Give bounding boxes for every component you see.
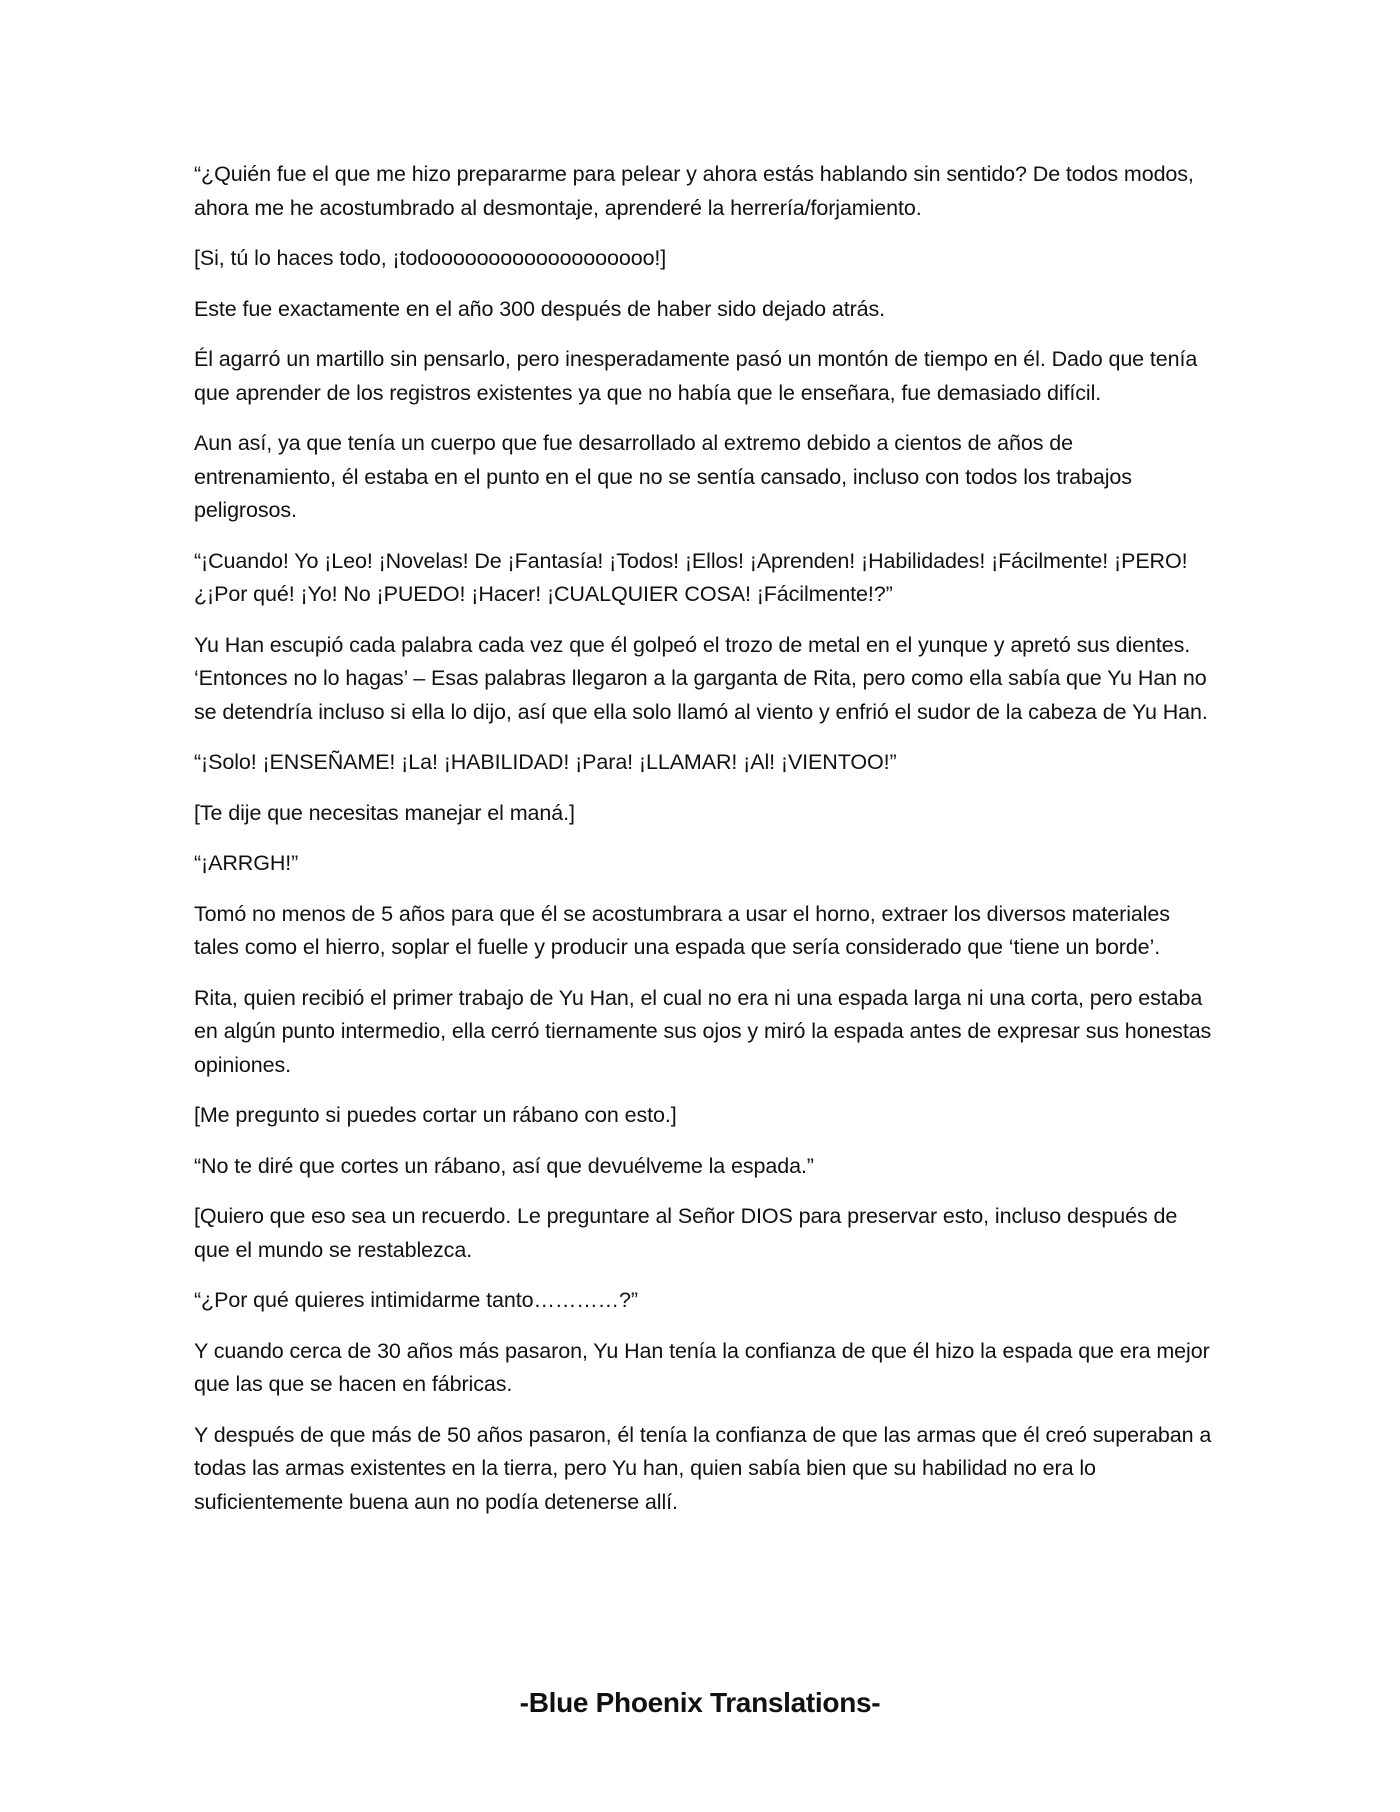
paragraph-17: Y cuando cerca de 30 años más pasaron, Yu Han tenía la confianza de que él hizo la espada que era mejor que las que se hacen en fábricas. [194, 1338, 1210, 1396]
paragraph-13: [Me pregunto si puedes cortar un rábano con esto.] [194, 1103, 677, 1127]
paragraph-3: Este fue exactamente en el año 300 después de haber sido dejado atrás. [194, 296, 886, 321]
paragraph-6: “¡Cuando! Yo ¡Leo! ¡Novelas! De ¡Fantasía! ¡Todos! ¡Ellos! ¡Aprenden! ¡Habilidades! ¡Fácilmente! ¡PERO! ¿¡Por qué! ¡Yo! No ¡PUEDO! ¡Hacer! ¡CUALQUIER COSA! ¡Fácilmente!?” [194, 548, 1188, 606]
paragraph-15: [Quiero que eso sea un recuerdo. Le preguntare al Señor DIOS para preservar esto, incluso después de que el mundo se restablezca. [194, 1204, 1178, 1262]
paragraph-16: “¿Por qué quieres intimidarme tanto…………?” [194, 1288, 638, 1312]
paragraph-12: Rita, quien recibió el primer trabajo de Yu Han, el cual no era ni una espada larga ni una corta, pero estaba en algún punto intermedio, ella cerró tiernamente sus ojos y miró la espada antes de expresar sus honestas opiniones. [194, 985, 1212, 1077]
paragraph-18: Y después de que más de 50 años pasaron, él tenía la confianza de que las armas que él creó superaban a todas las armas existentes en la tierra, pero Yu han, quien sabía bien que su habilidad no era lo suficientemente buena aun no podía detenerse allí. [194, 1422, 1212, 1514]
paragraph-1: “¿Quién fue el que me hizo prepararme para pelear y ahora estás hablando sin sentido? De todos modos, ahora me he acostumbrado al desmontaje, aprenderé la herrería/forjamiento. [194, 162, 1194, 220]
paragraph-9: [Te dije que necesitas manejar el maná.] [194, 800, 575, 825]
translator-credit: -Blue Phoenix Translations- [519, 1687, 881, 1718]
paragraph-8: “¡Solo! ¡ENSEÑAME! ¡La! ¡HABILIDAD! ¡Para! ¡LLAMAR! ¡Al! ¡VIENTOO!” [194, 750, 897, 774]
paragraph-14: “No te diré que cortes un rábano, así que devuélveme la espada.” [194, 1153, 814, 1178]
paragraph-5: Aun así, ya que tenía un cuerpo que fue desarrollado al extremo debido a cientos de años de entrenamiento, él estaba en el punto en el que no se sentía cansado, incluso con todos los trabajos peligrosos. [194, 431, 1132, 522]
paragraph-2: [Si, tú lo haces todo, ¡todooooooooooooooooooo!] [194, 246, 667, 270]
paragraph-7: Yu Han escupió cada palabra cada vez que él golpeó el trozo de metal en el yunque y apretó sus dientes. ‘Entonces no lo hagas’ – Esas palabras llegaron a la garganta de Rita, pero como ella sabía que Yu Han no se detendría incluso si ella lo dijo, así que ella solo llamó al viento y enfrió el sudor de la cabeza de Yu Han. [194, 632, 1208, 724]
paragraph-10: “¡ARRGH!” [194, 851, 299, 875]
document-body [194, 158, 1214, 1536]
paragraph-4: Él agarró un martillo sin pensarlo, pero inesperadamente pasó un montón de tiempo en él. Dado que tenía que aprender de los registros existentes ya que no había que le enseñara, fue demasiado difícil. [194, 347, 1198, 405]
paragraph-11: Tomó no menos de 5 años para que él se acostumbrara a usar el horno, extraer los diversos materiales tales como el hierro, soplar el fuelle y producir una espada que sería considerado que ‘tiene un borde’. [194, 901, 1170, 959]
